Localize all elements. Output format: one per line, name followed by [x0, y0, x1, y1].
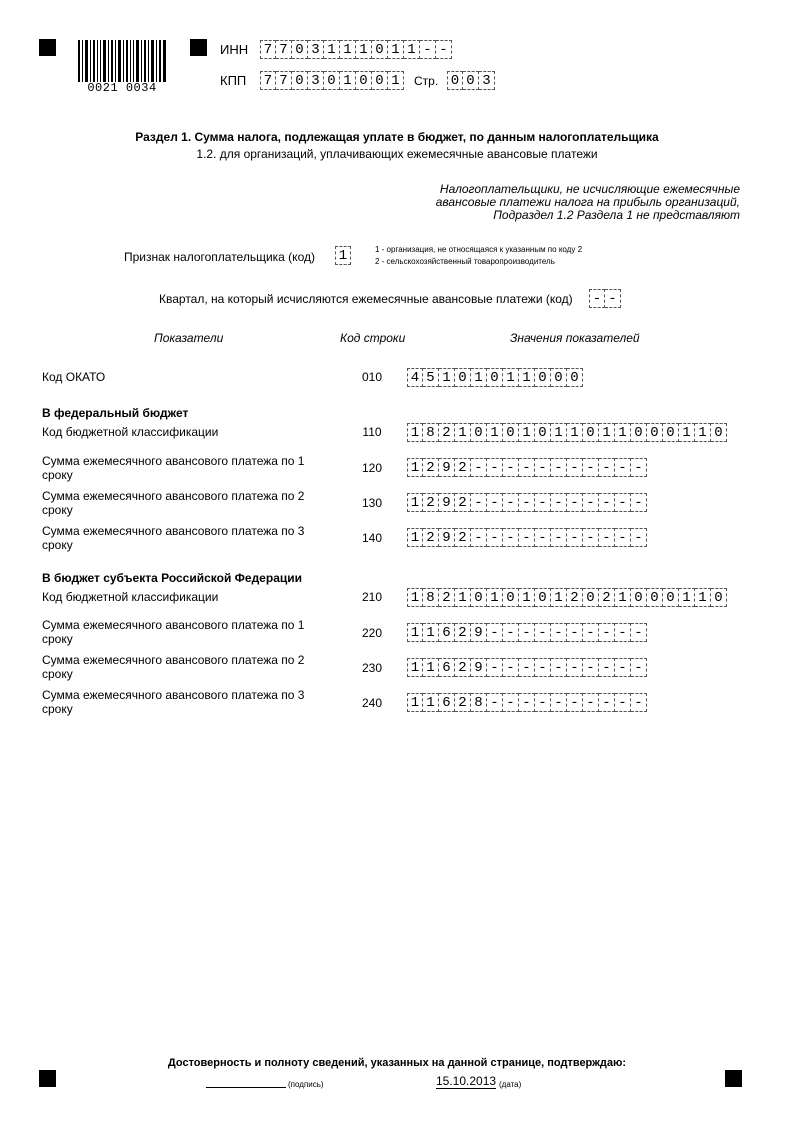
row-240-code: 240: [361, 696, 383, 710]
digit-cell: 2: [599, 588, 615, 607]
row-120-label-line-1: Сумма ежемесячного авансового платежа по 1: [42, 454, 305, 468]
kpp-label: КПП: [220, 73, 247, 88]
digit-cell: 0: [471, 588, 487, 607]
digit-cell: -: [519, 658, 535, 677]
digit-cell: 7: [260, 71, 276, 90]
digit-cell: 1: [519, 423, 535, 442]
digit-cell: -: [583, 458, 599, 477]
digit-cell: -: [599, 493, 615, 512]
row-140-label-line-2: сроку: [42, 538, 73, 552]
digit-cell: 2: [423, 458, 439, 477]
digit-cell: 1: [439, 368, 455, 387]
digit-cell: -: [487, 458, 503, 477]
digit-cell: -: [503, 658, 519, 677]
digit-cell: -: [599, 528, 615, 547]
row-110-code: 110: [362, 425, 382, 439]
digit-cell: -: [567, 458, 583, 477]
quarter-label: Квартал, на который исчисляются ежемесячные авансовые платежи (код): [159, 292, 573, 306]
digit-cell: -: [599, 623, 615, 642]
column-header-values: Значения показателей: [510, 331, 640, 345]
digit-cell: -: [615, 693, 631, 712]
digit-cell: 0: [551, 368, 567, 387]
row-220-label-line-2: сроку: [42, 632, 73, 646]
row-240-label: [42, 688, 322, 716]
digit-cell: 1: [407, 623, 423, 642]
digit-cell: 0: [503, 423, 519, 442]
digit-cell: 1: [615, 423, 631, 442]
digit-cell: -: [471, 458, 487, 477]
digit-cell: 9: [471, 658, 487, 677]
digit-cell: 2: [455, 693, 471, 712]
digit-cell: 1: [695, 423, 711, 442]
digit-cell: 9: [439, 528, 455, 547]
digit-cell: 0: [631, 588, 647, 607]
row-120-label: [42, 454, 322, 482]
digit-cell: 7: [260, 40, 276, 59]
digit-cell: 0: [647, 588, 663, 607]
digit-cell: 9: [439, 493, 455, 512]
digit-cell: 2: [455, 458, 471, 477]
taxpayer-sign-value: 1: [335, 246, 351, 265]
digit-cell: 0: [447, 71, 463, 90]
taxpayer-sign-option-1: 1 - организация, не относящаяся к указанным по коду 2: [375, 245, 583, 254]
digit-cell: -: [615, 458, 631, 477]
digit-cell: 0: [583, 423, 599, 442]
row-230-cells: [407, 658, 647, 677]
digit-cell: 1: [519, 588, 535, 607]
corner-marker-bottom-left: [39, 1070, 56, 1087]
digit-cell: 8: [423, 588, 439, 607]
digit-cell: 1: [679, 423, 695, 442]
digit-cell: -: [631, 458, 647, 477]
digit-cell: -: [615, 623, 631, 642]
digit-cell: 1: [340, 71, 356, 90]
digit-cell: 0: [647, 423, 663, 442]
digit-cell: 1: [487, 423, 503, 442]
digit-cell: -: [583, 493, 599, 512]
digit-cell: 1: [423, 693, 439, 712]
digit-cell: -: [535, 493, 551, 512]
row-210-label: Код бюджетной классификации: [42, 590, 219, 604]
row-230-code: 230: [361, 661, 383, 675]
digit-cell: -: [631, 693, 647, 712]
digit-cell: -: [605, 289, 621, 308]
digit-cell: -: [487, 658, 503, 677]
digit-cell: 1: [407, 528, 423, 547]
row-220-label-line-1: Сумма ежемесячного авансового платежа по 1: [42, 618, 305, 632]
digit-cell: 6: [439, 658, 455, 677]
digit-cell: -: [583, 528, 599, 547]
digit-cell: 1: [407, 458, 423, 477]
digit-cell: 0: [663, 588, 679, 607]
digit-cell: -: [631, 623, 647, 642]
kpp-cells: [260, 71, 404, 90]
row-140-label-line-1: Сумма ежемесячного авансового платежа по 3: [42, 524, 305, 538]
digit-cell: -: [567, 693, 583, 712]
column-header-line-code: Код строки: [340, 331, 406, 345]
digit-cell: 1: [599, 423, 615, 442]
digit-cell: 2: [439, 588, 455, 607]
digit-cell: 1: [388, 40, 404, 59]
digit-cell: -: [535, 458, 551, 477]
digit-cell: 1: [471, 368, 487, 387]
digit-cell: -: [615, 528, 631, 547]
digit-cell: -: [551, 658, 567, 677]
row-130-label: [42, 489, 322, 517]
digit-cell: -: [631, 528, 647, 547]
digit-cell: -: [583, 693, 599, 712]
digit-cell: 0: [583, 588, 599, 607]
signature-field[interactable]: [206, 1085, 286, 1088]
digit-cell: -: [503, 693, 519, 712]
digit-cell: 0: [455, 368, 471, 387]
digit-cell: -: [519, 458, 535, 477]
digit-cell: 1: [404, 40, 420, 59]
digit-cell: -: [631, 658, 647, 677]
barcode-image: [78, 40, 166, 82]
digit-cell: -: [487, 528, 503, 547]
inn-label: ИНН: [220, 42, 249, 57]
digit-cell: -: [487, 623, 503, 642]
quarter-cells: [589, 289, 621, 308]
digit-cell: 1: [407, 658, 423, 677]
signature-caption: (подпись): [288, 1080, 324, 1089]
digit-cell: -: [631, 493, 647, 512]
digit-cell: -: [503, 458, 519, 477]
row-140-label: [42, 524, 322, 552]
digit-cell: 6: [439, 623, 455, 642]
digit-cell: 0: [503, 588, 519, 607]
digit-cell: 1: [615, 588, 631, 607]
digit-cell: 3: [308, 40, 324, 59]
digit-cell: 1: [340, 40, 356, 59]
digit-cell: 0: [535, 588, 551, 607]
digit-cell: -: [589, 289, 605, 308]
digit-cell: 0: [711, 588, 727, 607]
digit-cell: -: [487, 693, 503, 712]
digit-cell: -: [471, 493, 487, 512]
digit-cell: 1: [695, 588, 711, 607]
digit-cell: 1: [567, 423, 583, 442]
row-230-label-line-1: Сумма ежемесячного авансового платежа по 2: [42, 653, 305, 667]
row-140-code: 140: [361, 531, 383, 545]
digit-cell: 6: [439, 693, 455, 712]
digit-cell: -: [615, 493, 631, 512]
digit-cell: 0: [711, 423, 727, 442]
digit-cell: 0: [292, 71, 308, 90]
row-240-label-line-2: сроку: [42, 702, 73, 716]
note-line-2: авансовые платежи налога на прибыль организаций,: [435, 195, 740, 209]
digit-cell: 1: [423, 623, 439, 642]
digit-cell: 0: [567, 368, 583, 387]
confirmation-text: Достоверность и полноту сведений, указанных на данной странице, подтверждаю:: [167, 1057, 627, 1069]
digit-cell: 0: [535, 368, 551, 387]
row-230-label-line-2: сроку: [42, 667, 73, 681]
digit-cell: 0: [487, 368, 503, 387]
digit-cell: 2: [455, 493, 471, 512]
digit-cell: -: [583, 658, 599, 677]
digit-cell: 1: [487, 588, 503, 607]
digit-cell: 2: [455, 658, 471, 677]
row-130-label-line-2: сроку: [42, 503, 73, 517]
inn-cells: [260, 40, 452, 59]
digit-cell: 1: [423, 658, 439, 677]
row-210-cells: [407, 588, 727, 607]
federal-budget-heading: В федеральный бюджет: [42, 406, 189, 420]
digit-cell: -: [487, 493, 503, 512]
page-label: Стр.: [414, 74, 439, 88]
row-120-cells: [407, 458, 647, 477]
corner-marker-top-left: [39, 39, 56, 56]
digit-cell: 0: [663, 423, 679, 442]
digit-cell: 0: [372, 71, 388, 90]
digit-cell: 8: [471, 693, 487, 712]
column-header-indicators: Показатели: [154, 331, 224, 345]
digit-cell: 1: [388, 71, 404, 90]
digit-cell: -: [551, 528, 567, 547]
digit-cell: 1: [455, 423, 471, 442]
digit-cell: 2: [439, 423, 455, 442]
row-220-label: [42, 618, 322, 646]
digit-cell: -: [551, 693, 567, 712]
digit-cell: 1: [551, 588, 567, 607]
digit-cell: 7: [276, 71, 292, 90]
digit-cell: -: [503, 623, 519, 642]
digit-cell: -: [551, 458, 567, 477]
corner-marker-top-mid: [190, 39, 207, 56]
digit-cell: -: [535, 623, 551, 642]
row-230-label: [42, 653, 322, 681]
okato-cells: [407, 368, 583, 387]
digit-cell: 1: [407, 588, 423, 607]
digit-cell: -: [471, 528, 487, 547]
okato-label: Код ОКАТО: [42, 370, 106, 384]
digit-cell: 1: [407, 423, 423, 442]
row-220-cells: [407, 623, 647, 642]
digit-cell: -: [567, 658, 583, 677]
row-130-code: 130: [361, 496, 383, 510]
digit-cell: 3: [479, 71, 495, 90]
date-caption: (дата): [499, 1080, 522, 1089]
row-140-cells: [407, 528, 647, 547]
digit-cell: -: [567, 623, 583, 642]
okato-code: 010: [361, 370, 383, 384]
page-cells: [447, 71, 495, 90]
digit-cell: 4: [407, 368, 423, 387]
row-110-cells: [407, 423, 727, 442]
digit-cell: -: [535, 658, 551, 677]
digit-cell: 2: [567, 588, 583, 607]
digit-cell: -: [519, 623, 535, 642]
digit-cell: 0: [372, 40, 388, 59]
digit-cell: -: [551, 493, 567, 512]
digit-cell: -: [599, 693, 615, 712]
digit-cell: 0: [471, 423, 487, 442]
digit-cell: -: [551, 623, 567, 642]
row-110-label: Код бюджетной классификации: [42, 425, 219, 439]
exemption-note: [400, 183, 740, 222]
digit-cell: 1: [455, 588, 471, 607]
digit-cell: 0: [631, 423, 647, 442]
digit-cell: 2: [423, 528, 439, 547]
digit-cell: 7: [276, 40, 292, 59]
digit-cell: -: [503, 528, 519, 547]
digit-cell: -: [567, 528, 583, 547]
digit-cell: -: [519, 693, 535, 712]
digit-cell: -: [420, 40, 436, 59]
digit-cell: 9: [439, 458, 455, 477]
digit-cell: 0: [324, 71, 340, 90]
corner-marker-bottom-right: [725, 1070, 742, 1087]
digit-cell: 1: [519, 368, 535, 387]
digit-cell: 0: [292, 40, 308, 59]
regional-budget-heading: В бюджет субъекта Российской Федерации: [42, 571, 302, 585]
digit-cell: -: [583, 623, 599, 642]
digit-cell: -: [535, 528, 551, 547]
row-220-code: 220: [361, 626, 383, 640]
row-120-label-line-2: сроку: [42, 468, 73, 482]
digit-cell: 1: [503, 368, 519, 387]
digit-cell: 1: [679, 588, 695, 607]
digit-cell: 0: [463, 71, 479, 90]
row-120-code: 120: [361, 461, 383, 475]
digit-cell: -: [599, 458, 615, 477]
digit-cell: 1: [551, 423, 567, 442]
row-240-label-line-1: Сумма ежемесячного авансового платежа по 3: [42, 688, 305, 702]
digit-cell: 2: [423, 493, 439, 512]
digit-cell: -: [519, 493, 535, 512]
section-title: Раздел 1. Сумма налога, подлежащая уплате в бюджет, по данным налогоплательщика: [135, 130, 659, 144]
digit-cell: 3: [308, 71, 324, 90]
taxpayer-sign-cells: [335, 246, 351, 265]
digit-cell: 8: [423, 423, 439, 442]
digit-cell: -: [519, 528, 535, 547]
date-value: 15.10.2013: [436, 1074, 497, 1088]
row-210-code: 210: [361, 590, 383, 604]
taxpayer-sign-option-2: 2 - сельскохозяйственный товаропроизводитель: [375, 257, 555, 266]
digit-cell: -: [567, 493, 583, 512]
note-line-1: Налогоплательщики, не исчисляющие ежемесячные: [439, 182, 740, 196]
barcode-number: 0021 0034: [87, 81, 157, 95]
row-130-label-line-1: Сумма ежемесячного авансового платежа по 2: [42, 489, 305, 503]
digit-cell: -: [615, 658, 631, 677]
digit-cell: 0: [356, 71, 372, 90]
digit-cell: 1: [324, 40, 340, 59]
note-line-3: Подраздел 1.2 Раздела 1 не представляют: [493, 208, 740, 222]
digit-cell: 1: [407, 693, 423, 712]
digit-cell: 2: [455, 623, 471, 642]
digit-cell: 1: [407, 493, 423, 512]
taxpayer-sign-label: Признак налогоплательщика (код): [124, 250, 315, 264]
digit-cell: -: [436, 40, 452, 59]
digit-cell: 5: [423, 368, 439, 387]
digit-cell: 0: [535, 423, 551, 442]
digit-cell: 9: [471, 623, 487, 642]
digit-cell: 1: [356, 40, 372, 59]
row-130-cells: [407, 493, 647, 512]
digit-cell: -: [599, 658, 615, 677]
row-240-cells: [407, 693, 647, 712]
digit-cell: -: [535, 693, 551, 712]
digit-cell: -: [503, 493, 519, 512]
section-subtitle: 1.2. для организаций, уплачивающих ежемесячные авансовые платежи: [196, 147, 598, 161]
digit-cell: 2: [455, 528, 471, 547]
